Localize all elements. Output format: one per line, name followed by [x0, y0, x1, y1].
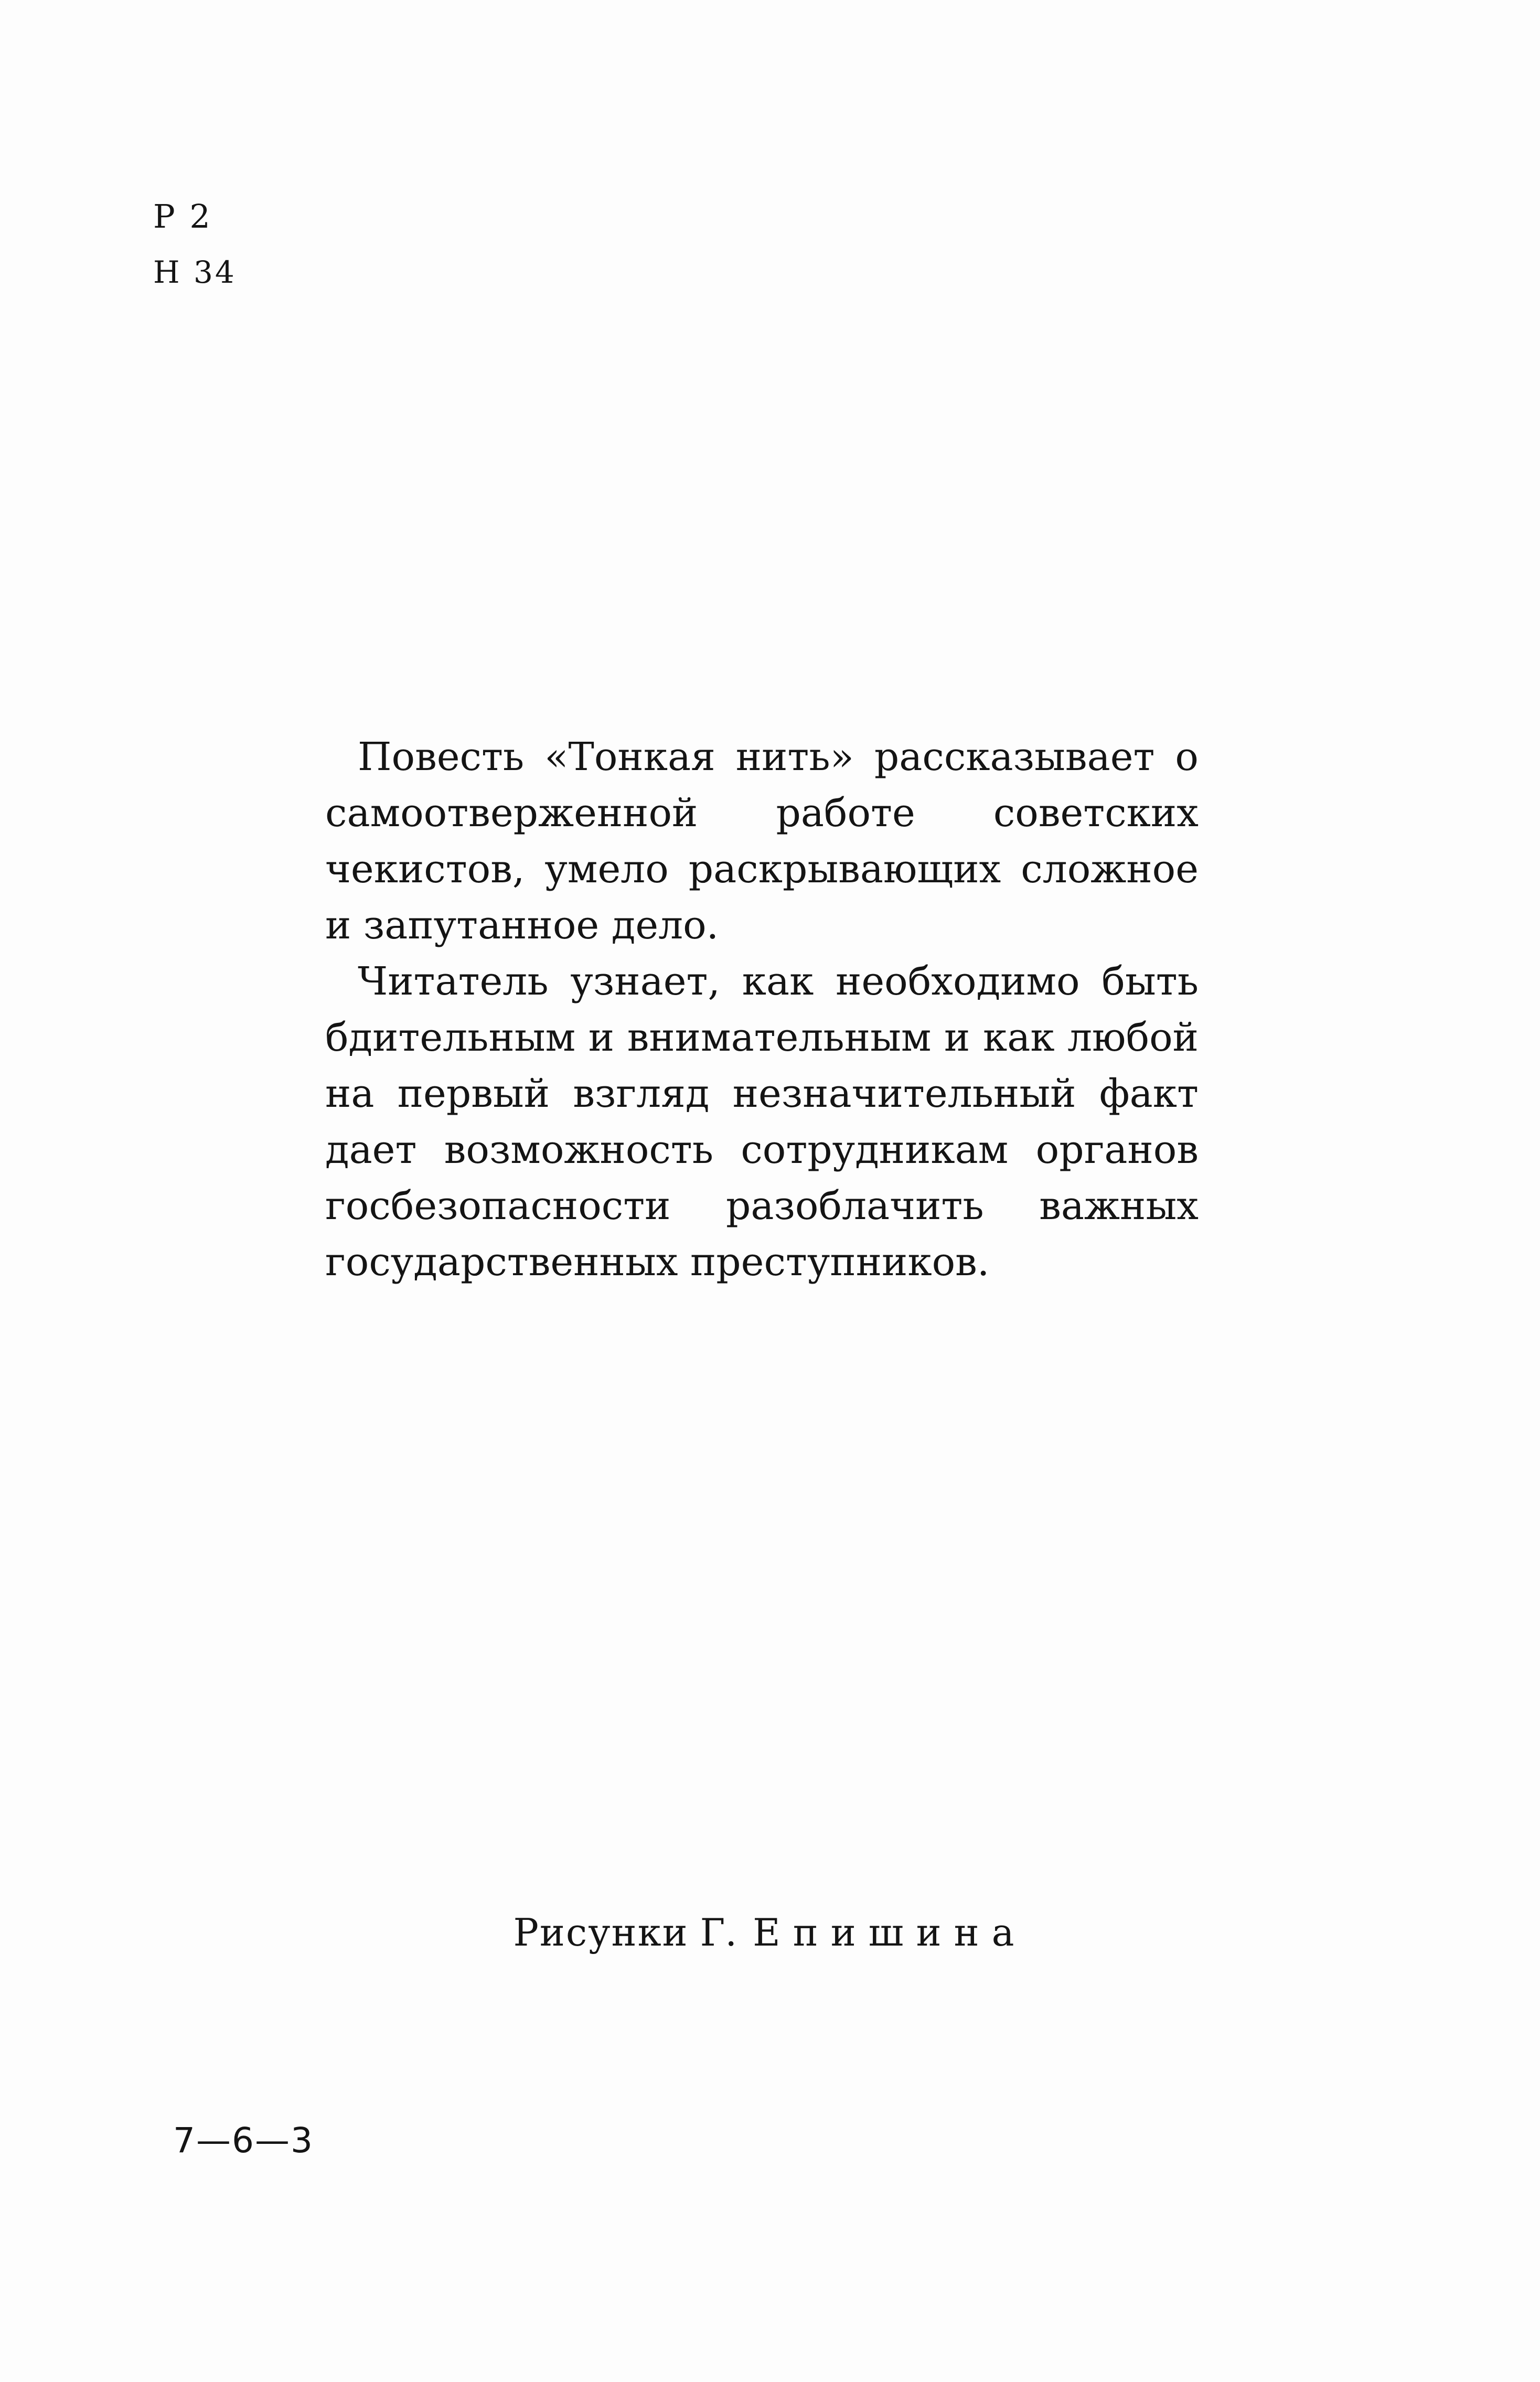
credit-initial: Г. [700, 1910, 737, 1954]
annotation-paragraph-1: Повесть «Тонкая нить» рассказывает о самоотверженной работе советских чекистов, умело раскрывающих сложное и запутанное дело. [325, 734, 1199, 948]
print-code: 7—6—3 [173, 2120, 314, 2161]
classification-code-line-1: Р 2 [153, 197, 212, 236]
classification-code-line-2: Н 34 [153, 254, 237, 290]
annotation-paragraph-2: Читатель узнает, как необходимо быть бдительным и внимательным и как любой на первый взгляд незначительный факт дает возможность сотрудникам органов госбезопасности разоблачить важных государственных преступников. [325, 959, 1199, 1285]
credit-surname: Епишина [753, 1910, 1027, 1954]
credit-label: Рисунки [513, 1910, 689, 1954]
illustrator-credit [0, 1910, 1540, 1954]
annotation-block [325, 729, 1199, 1290]
